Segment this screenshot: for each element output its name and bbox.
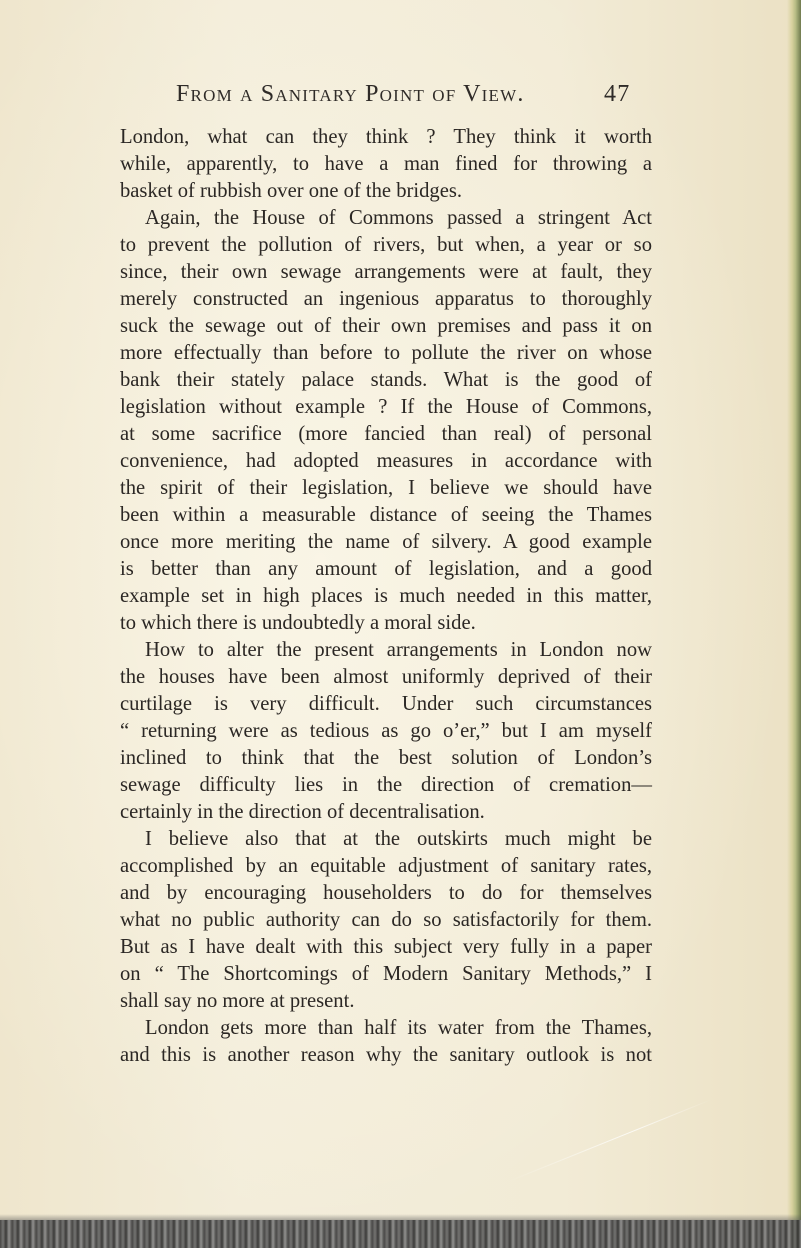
text-line: sewage difficulty lies in the direction of cremation— (120, 774, 652, 796)
text-line: certainly in the direction of decentralisation. (120, 801, 485, 823)
text-line: suck the sewage out of their own premises and pass it on (120, 315, 652, 337)
text-line: on “ The Shortcomings of Modern Sanitary Methods,” I (120, 963, 652, 985)
text-line: and this is another reason why the sanitary outlook is not (120, 1044, 652, 1066)
text-line: while, apparently, to have a man fined for throwing a (120, 153, 652, 175)
page-header (0, 81, 801, 111)
text-line: convenience, had adopted measures in accordance with (120, 450, 652, 472)
text-line: once more meriting the name of silvery. A good example (120, 531, 652, 553)
text-line: what no public authority can do so satisfactorily for them. (120, 909, 652, 931)
page-fold-highlight (508, 1099, 712, 1182)
text-line: at some sacrifice (more fancied than real) of personal (120, 423, 652, 445)
text-line: to which there is undoubtedly a moral side. (120, 612, 476, 634)
text-line: shall say no more at present. (120, 990, 355, 1012)
text-line: the spirit of their legislation, I believe we should have (120, 477, 652, 499)
text-line: London gets more than half its water from the Thames, (145, 1017, 652, 1039)
text-line: inclined to think that the best solution of London’s (120, 747, 652, 769)
text-line: How to alter the present arrangements in London now (145, 639, 652, 661)
text-line: been within a measurable distance of seeing the Thames (120, 504, 652, 526)
text-line: is better than any amount of legislation, and a good (120, 558, 652, 580)
text-line: and by encouraging householders to do for themselves (120, 882, 652, 904)
text-line: Again, the House of Commons passed a stringent Act (145, 207, 652, 229)
text-line: I believe also that at the outskirts much might be (145, 828, 652, 850)
text-line: legislation without example ? If the House of Commons, (120, 396, 652, 418)
text-line: “ returning were as tedious as go o’er,” but I am myself (120, 720, 652, 742)
text-line: more effectually than before to pollute the river on whose (120, 342, 652, 364)
text-line: curtilage is very difficult. Under such circumstances (120, 693, 652, 715)
page-edge (787, 0, 801, 1248)
page-number: 47 (604, 81, 631, 107)
text-line: merely constructed an ingenious apparatus to thoroughly (120, 288, 652, 310)
text-line: to prevent the pollution of rivers, but when, a year or so (120, 234, 652, 256)
text-line: accomplished by an equitable adjustment of sanitary rates, (120, 855, 652, 877)
text-line: bank their stately palace stands. What is the good of (120, 369, 652, 391)
text-line: London, what can they think ? They think it worth (120, 126, 652, 148)
text-line: since, their own sewage arrangements were at fault, they (120, 261, 652, 283)
running-head: From a Sanitary Point of View. (176, 81, 525, 107)
text-line: example set in high places is much needed in this matter, (120, 585, 652, 607)
text-line: basket of rubbish over one of the bridges. (120, 180, 462, 202)
book-edge-band (0, 1220, 801, 1248)
text-line: the houses have been almost uniformly deprived of their (120, 666, 652, 688)
text-line: But as I have dealt with this subject very fully in a paper (120, 936, 652, 958)
body-text (120, 124, 652, 1069)
